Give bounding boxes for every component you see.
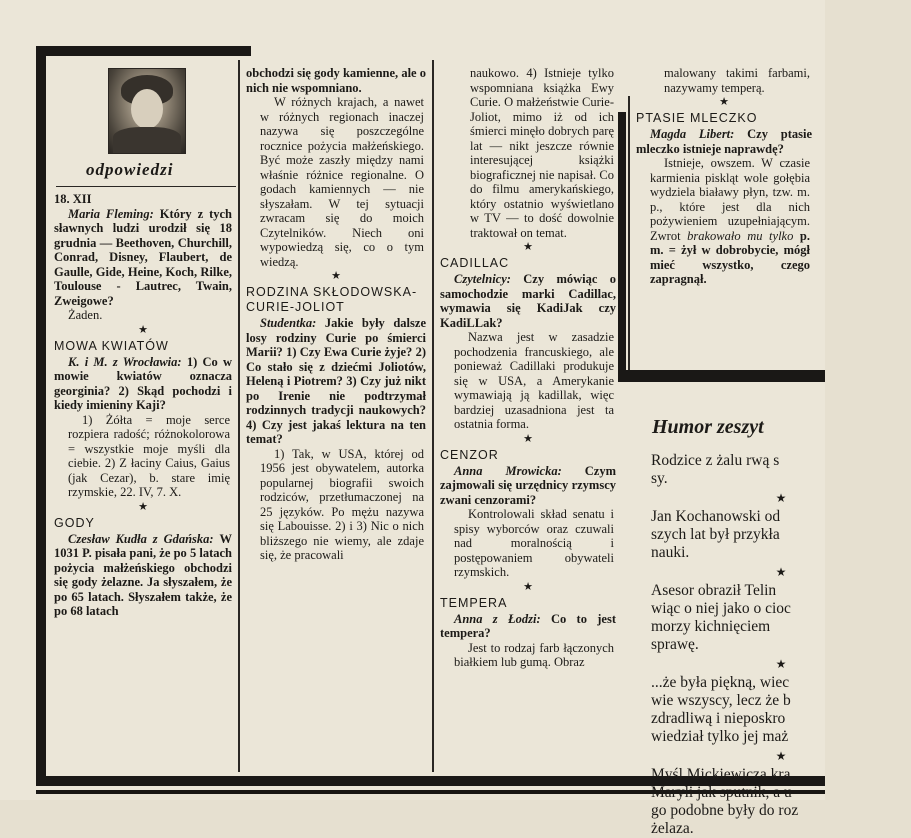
answer-mrowicka: Kontrolowali skład senatu i spisy wyborców oraz czuwali nad moralnością i postępowaniem obywateli rzymskich.: [454, 507, 614, 579]
column-1: [54, 192, 232, 619]
answer-studentka: 1) Tak, w USA, której od 1956 jest obywatelem, autorka popularnej biografii swoich rodziców, przetłumaczonej na 25 języków. Po mężu nazywa się Labouisse. 2) i 3) Nic o nich bliższego nie wiemy, ale zdaje się, że pracowali: [260, 446, 424, 562]
humor-line: szych lat był przykła: [651, 526, 780, 543]
heading-gody: GODY: [54, 515, 95, 530]
question-kudla-continued: obchodzi się gody kamienne, ale o nich nie wspomniano.: [246, 66, 426, 95]
frame-top: [36, 46, 251, 56]
humor-line: żelaza.: [651, 820, 694, 837]
question-anna-lodz: Anna z Łodzi: Co to jest tempera?: [440, 611, 616, 640]
humor-line: nauki.: [651, 544, 690, 561]
humor-title: Humor zeszyt: [652, 416, 764, 438]
star-separator: ★: [775, 491, 787, 505]
humor-line: ...że była piękną, wiec: [651, 674, 790, 691]
heading-cadillac: CADILLAC: [440, 256, 510, 270]
heading-mowa-kwiatow: MOWA KWIATÓW: [54, 338, 169, 353]
column-rule-1: [238, 60, 240, 772]
question-fleming: Maria Fleming: Który z tych sławnych ludzi urodził się 18 grudnia — Beethoven, Churchill, Conrad, Disney, Flaubert, de Gaulle, Gide, Heine, Koch, Rilke, Toulouse - Lautrec, Twain, Zweigowe?: [54, 206, 233, 308]
question-kudla: Czesław Kudła z Gdańska: W 1031 P. pisała pani, że po 5 latach pożycia małżeńskiego obchodzi się gody żelazne. Ja słyszałem, że po 65 latach. Słyszałem także, że po 68 latach: [54, 531, 232, 618]
column-rule-3: [628, 96, 630, 382]
frame-left: [36, 46, 46, 786]
question-mrowicka: Anna Mrowicka: Czym zajmowali się urzędnicy rzymscy zwani cenzorami?: [440, 463, 616, 507]
section-masthead: odpowiedzi: [86, 160, 174, 179]
humor-line: Myśl Mickiewicza kra: [651, 766, 791, 783]
question-wroclaw: K. i M. z Wrocławia: 1) Co w mowie kwiatów oznacza georginia? 2) Skąd pochodzi i kiedy imieniny Kaji?: [54, 354, 233, 412]
question-libert: Magda Libert: Czy ptasie mleczko istnieje naprawdę?: [636, 127, 812, 156]
star-separator: ★: [523, 432, 533, 445]
humor-line: sprawę.: [651, 636, 699, 653]
star-separator: ★: [775, 657, 787, 671]
star-separator: ★: [719, 96, 729, 108]
answer-kudla: W różnych krajach, a nawet w różnych regionach inaczej nazywa się poszczególne rocznice pożycia małżeńskiego. Być może zaszły między nami właśnie różnice regionalne. O godach kamiennych — nie słyszałam. W tej sytuacji zwracam się do moich Czytelników. Niech oni wypowiedzą się, co o tym wiedzą.: [260, 95, 424, 269]
humor-line: wiedział tylko jej maż: [651, 728, 789, 745]
question-czytelnicy: Czytelnicy: Czy mówiąc o samochodzie marki Cadillac, wymawia się KadiJak czy KadiLLak?: [440, 272, 616, 330]
answer-wroclaw: 1) Żółta = moje serce rozpiera radość; różnokolorowa = wszystkie moje myśli dla ciebie. 2) Z łaciny Caius, Gaius (jak Cezar), b. stare imię rzymskie, 22. IV, 7. X.: [68, 412, 230, 499]
column-rule-2: [432, 60, 434, 772]
humor-box-top-border: [618, 370, 825, 382]
answer-libert: Istnieje, owszem. W czasie karmienia piskląt wole gołębia wydziela białawy płyn, tzw. m. p., które jest dla nich pożywieniem uzupełniającym. Zwrot brakowało mu tylko p. m. = żył w dobrobycie, mógł mieć wszystko, czego zapragnął.: [650, 156, 810, 286]
humor-line: Rodzice z żalu rwą s: [651, 452, 780, 469]
star-separator: ★: [523, 241, 533, 253]
heading-ptasie-mleczko: PTASIE MLECZKO: [636, 111, 758, 125]
heading-tempera: TEMPERA: [440, 595, 508, 610]
column-3: [440, 66, 616, 670]
heading-rodzina-curie: RODZINA SKŁODOWSKA-CURIE-JOLIOT: [246, 285, 418, 314]
answer-anna-lodz: Jest to rodzaj farb łączonych białkiem lub gumą. Obraz: [454, 640, 614, 669]
humor-line: go podobne były do roz: [651, 802, 799, 819]
humor-line: zdradliwą i nieposkro: [651, 710, 786, 727]
humor-line: Jan Kochanowski od: [651, 508, 781, 525]
answer-czytelnicy: Nazwa jest w zasadzie pochodzenia francuskiego, ale ponieważ Cadillaki produkuje się w USA, a Amerykanie wymawiają ją kadillak, więc bardziej uzasadniona jest ta ostatnia forma.: [454, 330, 614, 431]
humor-line: wie wszyscy, lecz że b: [651, 692, 791, 709]
star-separator: ★: [138, 323, 148, 336]
humor-line: Maryli jak sputnik, a u: [651, 784, 792, 801]
entry-date: 18. XII: [54, 192, 92, 206]
author-photo: [108, 68, 186, 154]
humor-line: Asesor obraził Telin: [651, 582, 777, 599]
humor-line: wiąc o niej jako o cioc: [651, 600, 791, 617]
humor-line: morzy kichnięciem: [651, 618, 771, 635]
star-separator: ★: [331, 270, 341, 282]
star-separator: ★: [775, 749, 787, 763]
star-separator: ★: [523, 580, 533, 593]
column-2: [246, 66, 426, 563]
humor-line: sy.: [651, 470, 668, 487]
humor-list: [651, 452, 911, 838]
answer-fleming: Żaden.: [68, 308, 103, 322]
question-studentka: Studentka: Jakie były dalsze losy rodziny Curie po śmierci Marii? 1) Czy Ewa Curie żyje? 2) Co stało się z dziećmi Joliotów, Heleną i Piotrem? 3) Czy już nikt po Irenie nie podtrzymał rodzinnych tradycji naukowych? 4) Czy jest jakaś lektura na ten temat?: [246, 316, 426, 446]
answer-studentka-continued: naukowo. 4) Istnieje tylko wspomniana książka Ewy Curie. O małżeństwie Curie-Joliot, mimo iż od ich śmierci minęło dobrych parę lat — nikt jeszcze równie interesującej książki biograficznej nie napisał. Co do filmu amerykańskiego, który ostatnio wyświetlano w TV — to dość dowolnie traktował on temat.: [470, 66, 614, 240]
humor-box: [628, 382, 825, 837]
column-4: [636, 66, 812, 287]
star-separator: ★: [138, 500, 148, 513]
answer-anna-lodz-continued: malowany takimi farbami, nazywamy temperą.: [664, 66, 810, 95]
masthead-rule: [56, 186, 236, 187]
frame-right-column: [618, 112, 626, 370]
heading-cenzor: CENZOR: [440, 447, 499, 462]
star-separator: ★: [775, 565, 787, 579]
